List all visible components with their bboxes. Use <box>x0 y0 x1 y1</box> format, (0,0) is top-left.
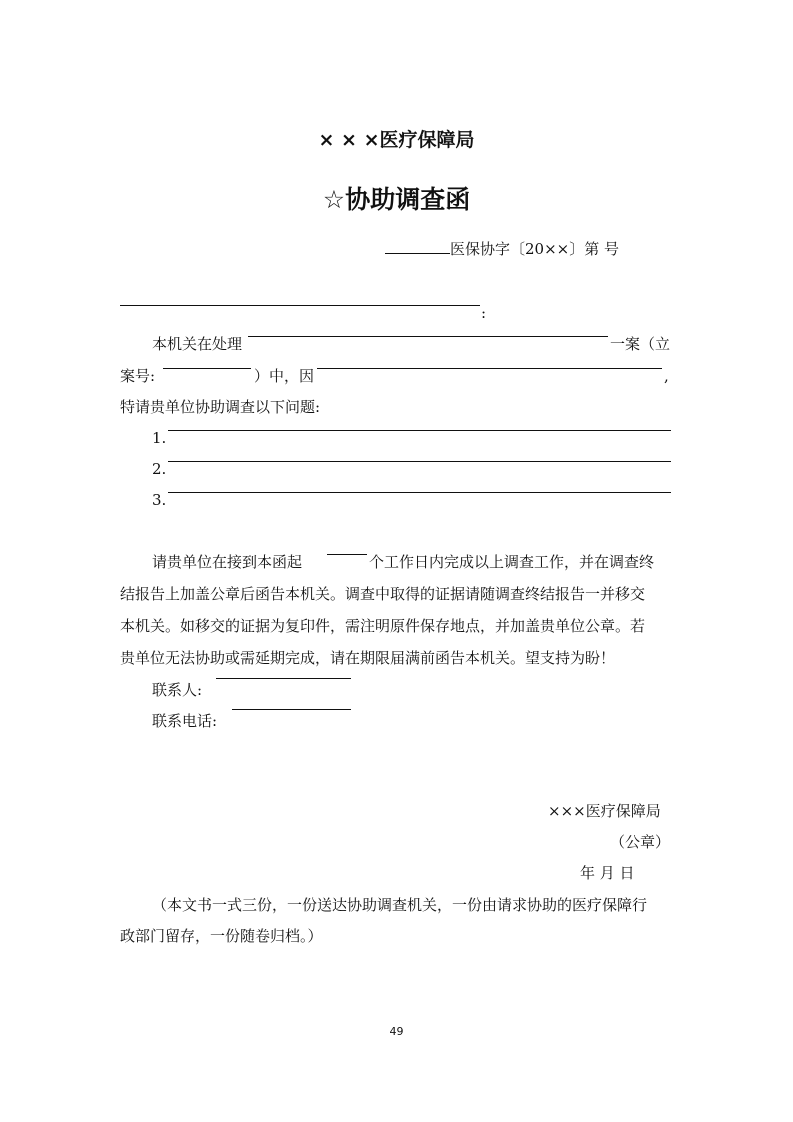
issuing-org-header: × × ×医疗保障局 <box>318 129 475 151</box>
item-number-1: 1. <box>152 429 167 447</box>
item-blank-3 <box>168 492 671 493</box>
page-number: 49 <box>389 1025 404 1038</box>
para1-case-suffix: 一案（立 <box>610 335 671 353</box>
reason-blank <box>317 368 662 369</box>
note-line1: （本文书一式三份，一份送达协助调查机关，一份由请求协助的医疗保障行 <box>152 896 648 914</box>
addressee-colon: : <box>481 304 487 322</box>
item-blank-1 <box>168 430 671 431</box>
para1-lead: 本机关在处理 <box>152 335 243 353</box>
para1-middle: ）中，因 <box>254 367 315 385</box>
case-no-blank <box>163 368 251 369</box>
contact-phone-label: 联系电话: <box>152 712 218 730</box>
case-no-label: 案号: <box>120 367 156 385</box>
para2-line4: 贵单位无法协助或需延期完成，请在期限届满前函告本机关。望支持为盼！ <box>120 649 616 667</box>
para2-line2: 结报告上加盖公章后函告本机关。调查中取得的证据请随调查终结报告一并移交 <box>120 585 646 603</box>
days-blank <box>327 554 367 555</box>
para1-request: 特请贵单位协助调查以下问题: <box>120 398 321 416</box>
note-line2: 政部门留存，一份随卷归档。） <box>120 927 323 945</box>
doc-number-blank <box>385 238 450 254</box>
para2-line1-rest: 个工作日内完成以上调查工作，并在调查终 <box>369 553 655 571</box>
case-name-blank <box>248 336 608 337</box>
para2-line3: 本机关。如移交的证据为复印件，需注明原件保存地点，并加盖贵单位公章。若 <box>120 617 646 635</box>
para2-lead: 请贵单位在接到本函起 <box>152 553 303 571</box>
document-title: ☆协助调查函 <box>322 185 471 214</box>
signature-date: 年 月 日 <box>580 864 635 882</box>
document-number <box>385 238 619 257</box>
item-number-3: 3. <box>152 491 167 509</box>
contact-phone-blank <box>232 709 351 710</box>
signature-seal: （公章） <box>610 833 671 851</box>
addressee-blank <box>120 305 480 306</box>
item-number-2: 2. <box>152 460 167 478</box>
doc-number-text: 医保协字〔20××〕第 号 <box>450 240 619 258</box>
para1-end-punct: , <box>664 367 669 385</box>
signature-org: ×××医疗保障局 <box>548 802 661 820</box>
contact-person-label: 联系人: <box>152 681 203 699</box>
contact-person-blank <box>216 678 351 679</box>
item-blank-2 <box>168 461 671 462</box>
